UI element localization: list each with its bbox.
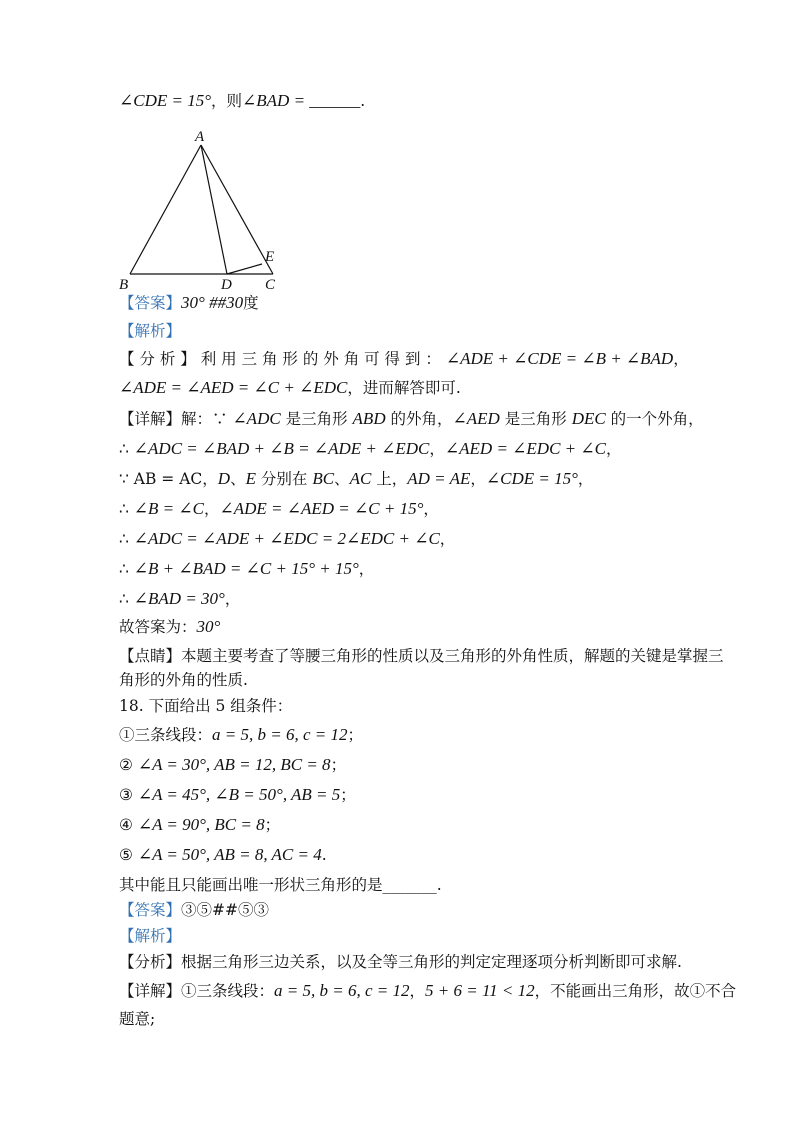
text-segment: 题意; [119, 1010, 156, 1028]
text-segment: ； [347, 726, 363, 744]
text-segment: 【分析】根据三角形三边关系，以及全等三角形的判定定理逐项分析判断即可求解. [119, 953, 682, 971]
text-segment: ∴ [119, 560, 134, 578]
math-expression: ∠B + ∠BAD = ∠C + 15° + 15° [133, 559, 359, 578]
text-line [119, 320, 181, 342]
text-line [119, 558, 374, 580]
text-segment: ， [409, 982, 425, 1000]
text-segment: ， [429, 440, 445, 458]
section-tag: 【答案】 [119, 294, 182, 312]
text-segment: ， [605, 440, 622, 458]
text-segment: ； [340, 786, 356, 804]
math-expression: AC [349, 469, 372, 488]
math-expression: ∠CDE = 15° [485, 469, 578, 488]
text-segment: ③ [119, 786, 138, 804]
text-segment: 的外角， [385, 410, 453, 428]
math-expression: DEC [571, 409, 606, 428]
math-expression: ∠A = 30°, AB = 12, BC = 8 [137, 755, 331, 774]
text-segment: ，则 [211, 92, 243, 110]
text-segment: . [360, 92, 366, 110]
math-expression: a = 5, b = 6, c = 12 [274, 981, 410, 1000]
text-line [119, 616, 220, 638]
text-line [119, 468, 593, 490]
text-line [119, 1008, 155, 1030]
text-segment: ， [224, 590, 241, 608]
side-ab [130, 145, 201, 274]
text-segment: 是三角形 [499, 410, 572, 428]
text-segment: 【详解】解：∵ [119, 410, 233, 428]
text-line [119, 348, 689, 370]
math-expression: 30° [196, 617, 221, 636]
side-ac [201, 145, 273, 274]
text-line [119, 874, 442, 896]
triangle-figure [115, 128, 295, 298]
text-segment: 角形的外角的性质. [119, 671, 248, 689]
math-expression: ∠CDE = 15° [119, 91, 212, 110]
text-line [119, 899, 269, 921]
text-segment: ， [673, 350, 689, 368]
text-line [119, 377, 461, 399]
math-expression: ∠A = 90°, BC = 8 [137, 815, 265, 834]
text-segment: 故答案为： [119, 618, 197, 636]
math-expression: E [245, 469, 256, 488]
text-segment: ， [423, 500, 439, 518]
math-expression: a = 5, b = 6, c = 12 [212, 725, 348, 744]
text-line [119, 724, 363, 746]
text-segment: 、 [230, 470, 246, 488]
text-segment: ∴ [119, 530, 134, 548]
text-segment: 其中能且只能画出唯一形状三角形的是_______. [119, 876, 442, 894]
text-line [119, 528, 455, 550]
text-segment: ， [358, 560, 375, 578]
text-segment: ， [203, 500, 220, 518]
text-segment: ； [264, 816, 281, 834]
text-line [119, 980, 736, 1002]
text-line [119, 814, 280, 836]
text-line [119, 925, 181, 947]
text-segment: 分别在 [255, 470, 313, 488]
segment-ad [201, 145, 227, 274]
label-a: A [195, 129, 205, 145]
math-expression: ∠ADE + ∠CDE = ∠B + ∠BAD [445, 349, 674, 368]
text-line [119, 844, 327, 866]
label-b: B [119, 277, 129, 293]
math-expression: ∠BAD = ______ [242, 91, 361, 110]
text-segment: ⑤ [119, 846, 138, 864]
text-line [119, 669, 248, 691]
text-segment: 【详解】①三条线段： [119, 982, 275, 1000]
text-segment: ∴ [119, 440, 134, 458]
math-expression: ∠ADC [232, 409, 281, 428]
text-segment: ①三条线段： [119, 726, 213, 744]
text-line [119, 784, 356, 806]
text-segment: ， [470, 470, 486, 488]
text-line [119, 754, 346, 776]
text-line [119, 90, 365, 112]
text-segment: . [321, 846, 327, 864]
math-expression: BC [312, 469, 335, 488]
math-expression: ∠ADC = ∠BAD + ∠B = ∠ADE + ∠EDC [133, 439, 430, 458]
section-tag: 【答案】 [119, 901, 182, 919]
label-c: C [265, 277, 276, 293]
math-expression: ∠BAD = 30° [133, 589, 225, 608]
math-expression: ∠AED [452, 409, 500, 428]
text-segment: 【点睛】本题主要考查了等腰三角形的性质以及三角形的外角性质，解题的关键是掌握三 [119, 647, 724, 665]
math-expression: ABD [352, 409, 386, 428]
math-expression: ∠A = 45°, ∠B = 50°, AB = 5 [137, 785, 341, 804]
math-expression: ∠B = ∠C [133, 499, 204, 518]
segment-de [227, 264, 262, 274]
text-segment: 【 分 析 】 利 用 三 角 形 的 外 角 可 得 到 ： [119, 350, 446, 368]
text-segment: ∴ [119, 500, 134, 518]
text-segment: ③⑤##⑤③ [181, 901, 269, 919]
text-segment: 度 [243, 294, 259, 312]
text-line [119, 408, 704, 430]
text-segment: 、 [334, 470, 350, 488]
text-segment: ④ [119, 816, 138, 834]
math-expression: ∠ADC = ∠ADE + ∠EDC = 2∠EDC + ∠C [133, 529, 440, 548]
section-tag: 【解析】 [119, 322, 182, 340]
math-expression: AD = AE [407, 469, 471, 488]
text-segment: ∴ [119, 590, 134, 608]
math-expression: ∠A = 50°, AB = 8, AC = 4 [137, 845, 322, 864]
section-tag: 【解析】 [119, 927, 182, 945]
text-segment: ； [330, 756, 347, 774]
text-segment: 的一个外角， [605, 410, 704, 428]
math-expression: ∠AED = ∠EDC + ∠C [444, 439, 606, 458]
label-e: E [265, 249, 275, 265]
text-segment: ， [577, 470, 594, 488]
math-expression: ∠ADE = ∠AED = ∠C + ∠EDC [119, 378, 348, 397]
text-segment: 是三角形 [280, 410, 353, 428]
text-line [119, 645, 724, 667]
text-line [119, 951, 682, 973]
math-expression: D [217, 469, 231, 488]
text-segment: ，不能画出三角形，故①不合 [534, 982, 737, 1000]
math-expression: 30° ##30 [181, 293, 244, 312]
math-expression: ∠ADE = ∠AED = ∠C + 15° [219, 499, 424, 518]
text-segment: 18. 下面给出 5 组条件： [119, 697, 293, 715]
text-segment: ∵ AB = AC， [119, 470, 218, 488]
text-line [119, 498, 439, 520]
text-line [119, 438, 621, 460]
text-line [119, 588, 240, 610]
label-d: D [221, 277, 232, 293]
text-segment: ， [439, 530, 456, 548]
text-segment: ，进而解答即可. [347, 379, 461, 397]
math-expression: 5 + 6 = 11 < 12 [425, 981, 535, 1000]
text-segment: 上， [371, 470, 408, 488]
text-line [119, 695, 292, 717]
text-segment: ② [119, 756, 138, 774]
